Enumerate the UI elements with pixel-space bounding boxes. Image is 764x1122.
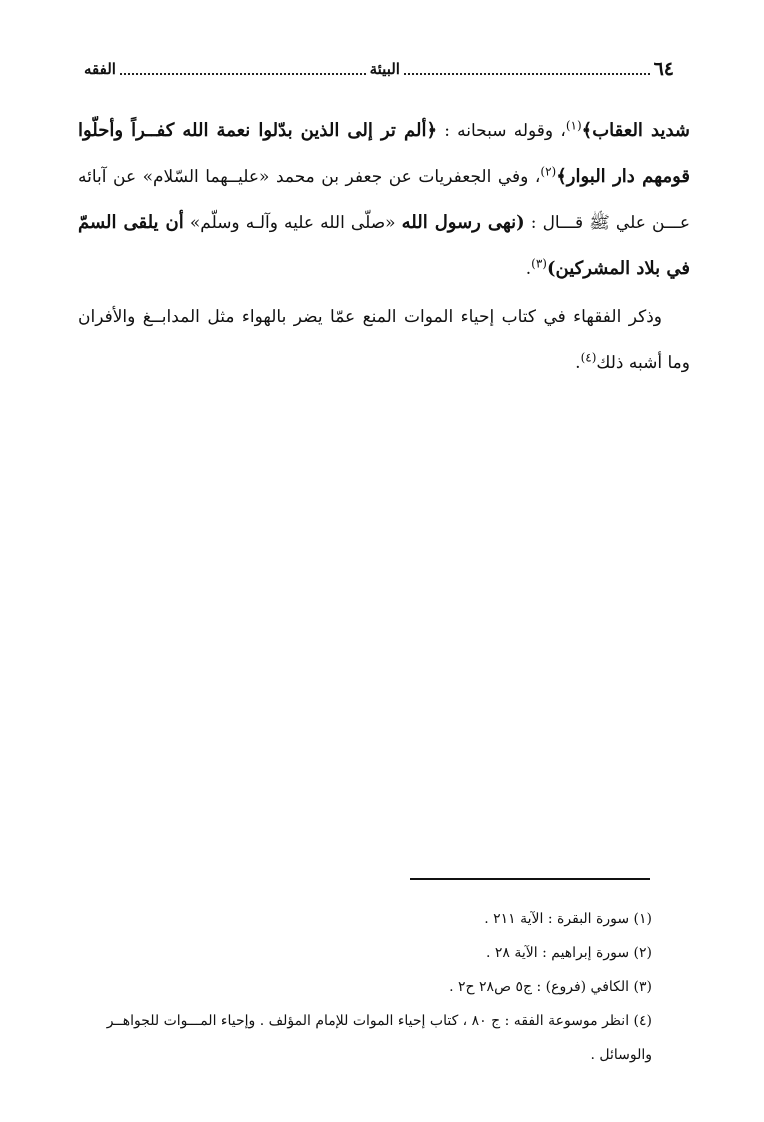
text-run: . — [575, 353, 581, 373]
main-text — [78, 108, 690, 386]
quran-quote: شديد العقاب﴾ — [581, 120, 690, 141]
header-dot-leader — [404, 63, 650, 75]
footnote-ref: (١) — [565, 118, 582, 133]
footnote-ref: (٣) — [531, 256, 547, 271]
footnote-item: (٢) سورة إبراهيم : الآية ٢٨ . — [485, 945, 652, 961]
paragraph-2 — [78, 294, 690, 386]
footnote-ref: (٤) — [580, 350, 597, 365]
hadith-quote: أن يلقى السمّ في بلاد المشركين) — [78, 212, 690, 279]
hadith-quote: (نهى رسول الله — [401, 212, 525, 233]
quran-quote: ﴿ألم تر إلى الذين بدّلوا نعمة الله كفــراً وأحلّوا قومهم دار البوار﴾ — [78, 120, 690, 187]
footnote-item: (٣) الكافي (فروع) : ج٥ ص٢٨ ح٢ . — [449, 979, 652, 995]
footnote-item: (١) سورة البقرة : الآية ٢١١ . — [484, 911, 652, 927]
paragraph-1 — [78, 108, 690, 292]
text-run: ، وقوله سبحانه : — [437, 121, 566, 141]
text-run: ، وفي الجعفريات عن جعفر بن محمد «عليــهما السّلام» عن آبائه عـــن علي ﷺ قـــال : — [78, 167, 690, 233]
text-run: . — [525, 259, 532, 279]
footnotes — [78, 902, 652, 1072]
page-number: ٦٤ — [653, 58, 674, 80]
header-section-title: الفقه — [84, 60, 116, 78]
footnote-separator — [410, 878, 650, 880]
footnote-item: (٤) انظر موسوعة الفقه : ج ٨٠ ، كتاب إحياء الموات للإمام المؤلف . وإحياء المـــوات للجواهــر والوسائل . — [106, 1013, 652, 1063]
footnote-ref: (٢) — [540, 164, 557, 179]
text-run: «صلّى الله عليه وآلـه وسلّم» — [183, 213, 402, 233]
running-header — [84, 54, 674, 84]
header-book-title: البيئة — [369, 60, 400, 78]
text-run: وذكر الفقهاء في كتاب إحياء الموات المنع عمّا يضر بالهواء مثل المدابــغ والأفران وما أشبه ذلك — [78, 307, 690, 373]
header-dot-leader — [120, 63, 366, 75]
